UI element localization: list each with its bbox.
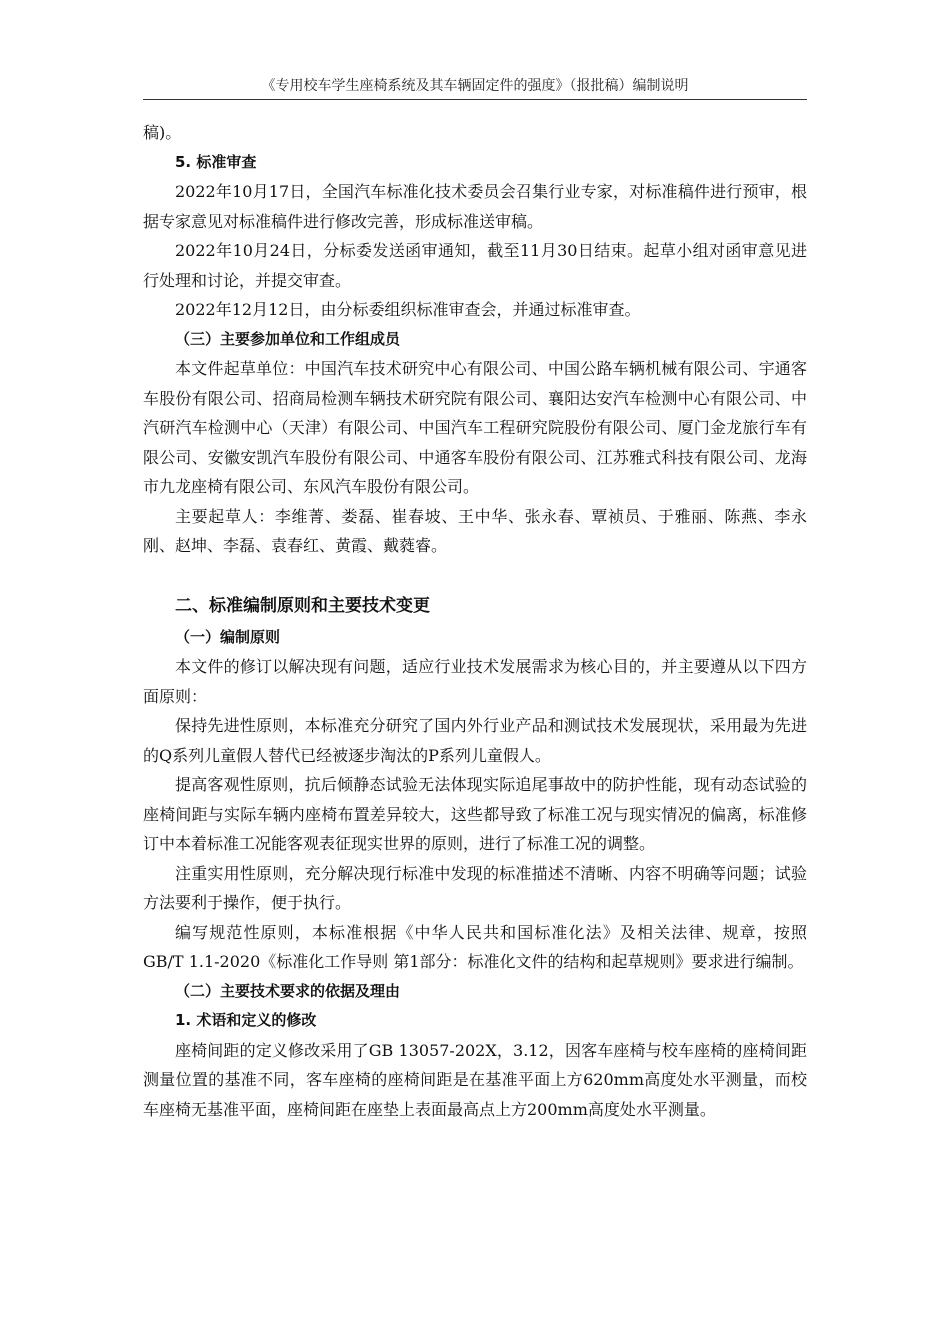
paragraph: 稿)。 — [143, 123, 182, 142]
chapter-heading: 二、标准编制原则和主要技术变更 — [175, 595, 430, 616]
page-header: 《专用校车学生座椅系统及其车辆固定件的强度》（报批稿）编制说明 — [261, 78, 689, 94]
paragraph: 座椅间距的定义修改采用了GB 13057-202X，3.12，因客车座椅与校车座椅的座椅间距测量位置的基准不同，客车座椅的座椅间距是在基准平面上方620mm高度处水平测量，而校车座椅无基准平面，座椅间距在座垫上表面最高点上方200mm高度处水平测量。 — [143, 1040, 807, 1119]
paragraph: 提高客观性原则，抗后倾静态试验无法体现实际追尾事故中的防护性能，现有动态试验的座椅间距与实际车辆内座椅布置差异较大，这些都导致了标准工况与现实情况的偏离，标准修订中本着标准工况能客观表征现实世界的原则，进行了标准工况的调整。 — [143, 775, 807, 853]
paragraph: 主要起草人：李维菁、娄磊、崔春坡、王中华、张永春、覃祯员、于雅丽、陈燕、李永刚、赵坤、李磊、袁春红、黄霞、戴蕤睿。 — [143, 506, 807, 555]
paragraph: 编写规范性原则，本标准根据《中华人民共和国标准化法》及相关法律、规章，按照GB/T 1.1-2020《标准化工作导则 第1部分：标准化文件的结构和起草规则》要求进行编制。 — [143, 922, 807, 971]
paragraph: 本文件的修订以解决现有问题，适应行业技术发展需求为核心目的，并主要遵从以下四方面原则： — [143, 657, 807, 706]
section-heading: （二）主要技术要求的依据及理由 — [175, 981, 401, 1000]
paragraph: 2022年12月12日，由分标委组织标准审查会，并通过标准审查。 — [175, 300, 641, 319]
paragraph: 本文件起草单位：中国汽车技术研究中心有限公司、中国公路车辆机械有限公司、宇通客车股份有限公司、招商局检测车辆技术研究院有限公司、襄阳达安汽车检测中心有限公司、中汽研汽车检测中心（天津）有限公司、中国汽车工程研究院股份有限公司、厦门金龙旅行车有限公司、安徽安凯汽车股份有限公司、中通客车股份有限公司、江苏雅式科技有限公司、龙海市九龙座椅有限公司、东风汽车股份有限公司。 — [143, 359, 807, 496]
section-heading: 1. 术语和定义的修改 — [175, 1011, 317, 1029]
paragraph: 2022年10月17日，全国汽车标准化技术委员会召集行业专家，对标准稿件进行预审，根据专家意见对标准稿件进行修改完善，形成标准送审稿。 — [143, 182, 807, 231]
section-heading: （三）主要参加单位和工作组成员 — [175, 329, 401, 348]
paragraph: 注重实用性原则，充分解决现行标准中发现的标准描述不清晰、内容不明确等问题；试验方法要利于操作，便于执行。 — [143, 863, 807, 912]
header-rule — [143, 99, 807, 100]
paragraph: 保持先进性原则，本标准充分研究了国内外行业产品和测试技术发展现状，采用最为先进的Q系列儿童假人替代已经被逐步淘汰的P系列儿童假人。 — [143, 716, 807, 765]
paragraph: 2022年10月24日，分标委发送函审通知，截至11月30日结束。起草小组对函审意见进行处理和讨论，并提交审查。 — [143, 241, 807, 290]
section-heading: （一）编制原则 — [175, 627, 281, 646]
section-heading: 5. 标准审查 — [175, 152, 257, 171]
document-body — [143, 118, 807, 1124]
